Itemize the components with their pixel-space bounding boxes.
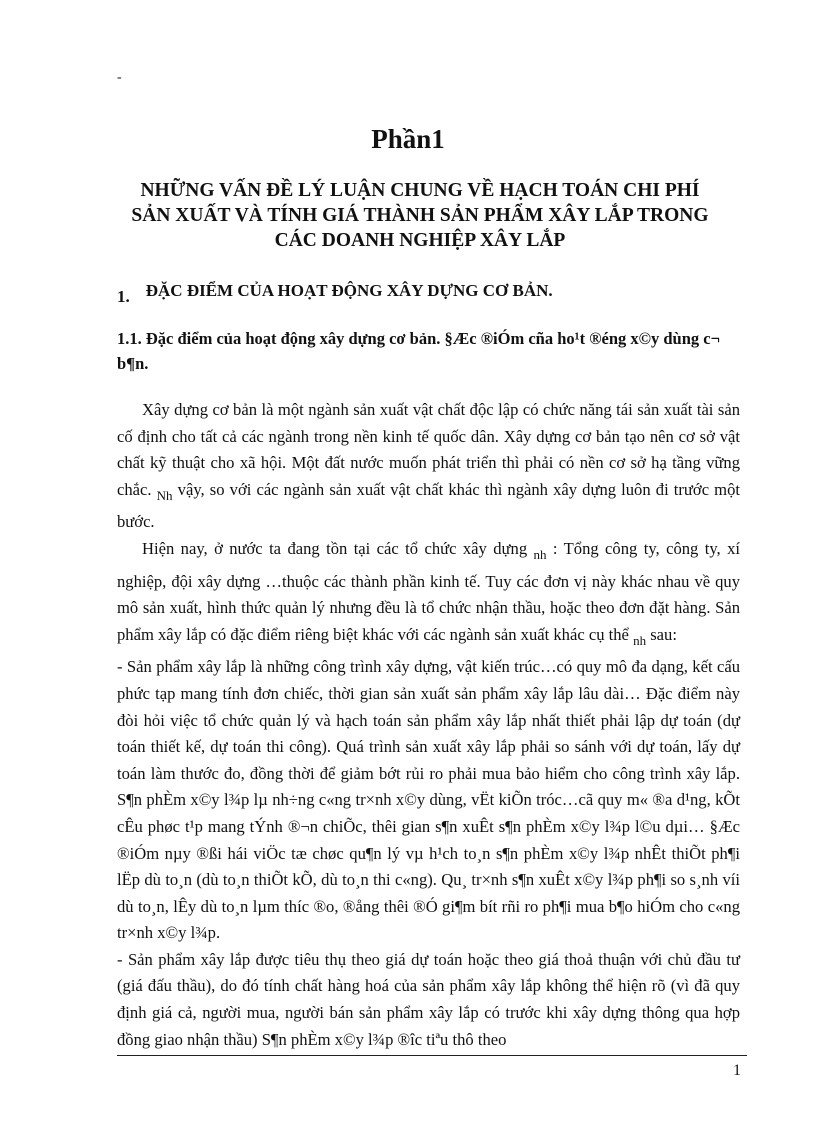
- paragraph: [117, 536, 740, 654]
- section-title: ĐẶC ĐIỂM CỦA HOẠT ĐỘNG XÂY DỰNG CƠ BẢN.: [145, 281, 553, 300]
- paragraph-text: Xây dựng cơ bản là một ngành sản xuất vật chất độc lập có chức năng tái sản xuất tài sản cố định cho tất cả các ngành trong nền kinh tế quốc dân. Xây dựng cơ bản tạo nên cơ sở vật chất kỹ thuật cho xã hội. Một đất nước muốn phát triển thì phải có nền cơ sở hạ tầng vững chắc.: [117, 400, 740, 499]
- paragraph-text: Hiện nay, ở nước ta đang tồn tại các tổ chức xây dựng: [142, 538, 534, 558]
- part-title: Phần1: [371, 124, 445, 154]
- paragraph-text: vậy, so với các ngành sản xuất vật chất khác thì ngành xây dựng luôn đi trước một bước.: [117, 479, 740, 532]
- body-text: [117, 397, 740, 1053]
- section-number: 1.: [117, 287, 130, 306]
- bullet-paragraph: - Sản phẩm xây lắp là những công trình xây dựng, vật kiến trúc…có quy mô đa dạng, kết cấu phức tạp mang tính đơn chiếc, thời gian sản xuất sản phẩm xây lắp lâu dài… Đặc điểm này đòi hỏi việc tổ chức quản lý và hạch toán sản phẩm xây lắp nhất thiết phải lập dự toán (dự toán thiết kế, dự toán thi công). Quá trình sản xuất xây lắp phải so sánh với dự toán, lấy dự toán làm thước đo, đồng thời để giảm bớt rủi ro phải mua bảo hiểm cho công trình xây lắp. S¶n phÈm x©y l¾p lµ nh÷ng c«ng tr×nh x©y dùng, vËt kiÕn tróc…cã quy m« ®a d¹ng, kÕt cÊu phøc t¹p mang tÝnh ®¬n chiÕc, thêi gian s¶n xuÊt s¶n phÈm x©y l¾p l©u dµi… §Æc ®iÓm nµy ®ßi hái viÖc tæ chøc qu¶n lý vµ h¹ch to¸n s¶n phÈm x©y l¾p nhÊt thiÕt ph¶i lËp dù to¸n (dù to¸n thiÕt kÕ, dù to¸n thi c«ng). Qu¸ tr×nh s¶n xuÊt x©y l¾p ph¶i so s¸nh víi dù to¸n, lÊy dù to¸n lµm thíc ®o, ®ång thêi ®Ó gi¶m bít rñi ro ph¶i mua b¶o hiÓm cho c«ng tr×nh x©y l¾p.: [117, 657, 740, 943]
- page-number: 1: [733, 1062, 741, 1079]
- subscript-fragment: Nh: [156, 487, 173, 503]
- bullet-paragraph: - Sản phẩm xây lắp được tiêu thụ theo giá dự toán hoặc theo giá thoả thuận với chủ đầu tư (giá đấu thầu), do đó tính chất hàng hoá của sản phẩm xây lắp không thể hiện rõ (vì đã quy định giá cả, người mua, người bán sản phẩm xây lắp có trước khi xây dựng thông qua hợp đồng giao nhận thầu) S¶n phÈm x©y l¾p ®îc tiªu thô theo: [117, 949, 740, 1049]
- paragraph-text: : Tổng công ty, công ty, xí nghiệp, đội xây dựng …thuộc các thành phần kinh tế. Tuy các đơn vị này khác nhau về quy mô sản xuất, hình thức quản lý nhưng đều là tổ chức nhận thầu, hoặc theo đơn đặt hàng. Sản phẩm xây lắp có đặc điểm riêng biệt khác với các ngành sản xuất khác cụ thể: [117, 538, 741, 644]
- footer-divider: [117, 1055, 747, 1056]
- header-dash: -: [117, 70, 122, 85]
- subsection-heading: 1.1. Đặc điểm của hoạt động xây dựng cơ bản. §Æc ®iÓm cña ho¹t ®éng x©y dùng c¬ b¶n.: [117, 329, 720, 373]
- chapter-subtitle: NHỮNG VẤN ĐỀ LÝ LUẬN CHUNG VỀ HẠCH TOÁN CHI PHÍ SẢN XUẤT VÀ TÍNH GIÁ THÀNH SẢN PHẨM XÂY LẮP TRONG CÁC DOANH NGHIỆP XÂY LẮP: [131, 180, 709, 251]
- subscript-fragment: nh: [633, 632, 647, 648]
- subscript-fragment: nh: [533, 546, 547, 562]
- section-heading: [117, 281, 553, 307]
- paragraph: [117, 397, 740, 536]
- paragraph-text: sau:: [646, 624, 677, 644]
